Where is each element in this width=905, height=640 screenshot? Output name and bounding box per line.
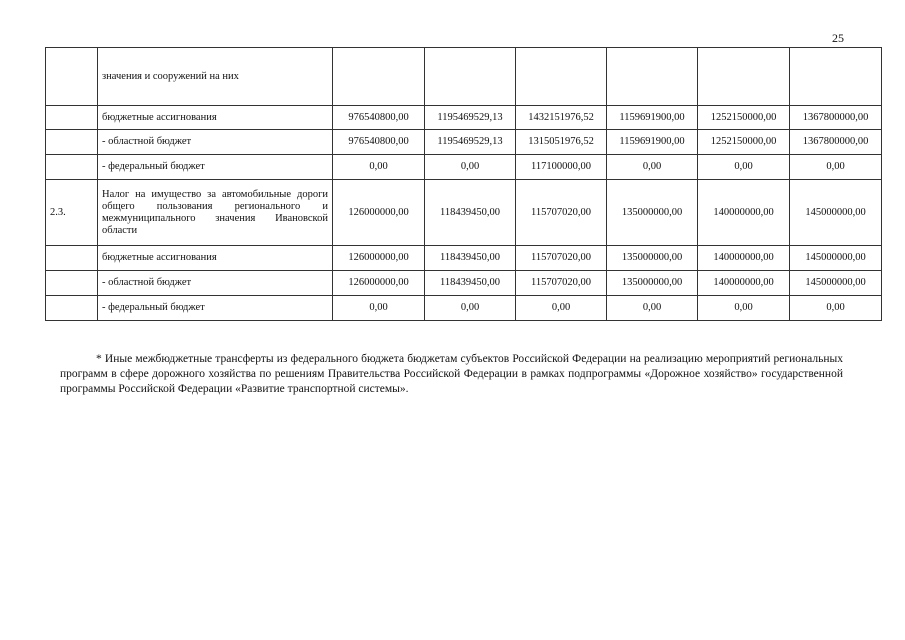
page-number: 25: [832, 31, 844, 45]
value-cell: 140000000,00: [698, 246, 790, 271]
row-label: - федеральный бюджет: [98, 296, 333, 321]
value-cell: 118439450,00: [425, 180, 516, 246]
value-cell: 1159691900,00: [607, 130, 698, 155]
value-cell: 1195469529,13: [425, 106, 516, 130]
value-cell: 135000000,00: [607, 271, 698, 296]
value-cell: 0,00: [790, 155, 882, 180]
value-cell: [333, 48, 425, 106]
value-cell: 126000000,00: [333, 180, 425, 246]
value-cell: 1367800000,00: [790, 130, 882, 155]
value-cell: 145000000,00: [790, 246, 882, 271]
budget-table: [45, 47, 882, 321]
table-row: [46, 130, 882, 155]
value-cell: [698, 48, 790, 106]
value-cell: 0,00: [333, 155, 425, 180]
value-cell: 1252150000,00: [698, 130, 790, 155]
table-row: [46, 155, 882, 180]
value-cell: 1195469529,13: [425, 130, 516, 155]
row-code: [46, 48, 98, 106]
row-label: бюджетные ассигнования: [98, 106, 333, 130]
value-cell: 0,00: [698, 155, 790, 180]
footnote: * Иные межбюджетные трансферты из федерального бюджета бюджетам субъектов Российской Федерации на реализацию мероприятий региональных программ в сфере дорожного хозяйства по решениям Правительства Российской Федерации в рамках подпрограммы «Дорожное хозяйство» государственной программы Российской Федерации «Развитие транспортной системы».: [60, 352, 843, 395]
table-row: [46, 48, 882, 106]
value-cell: 117100000,00: [516, 155, 607, 180]
value-cell: 0,00: [333, 296, 425, 321]
value-cell: 145000000,00: [790, 271, 882, 296]
table-row: [46, 296, 882, 321]
row-code: [46, 271, 98, 296]
value-cell: 118439450,00: [425, 246, 516, 271]
row-code: [46, 106, 98, 130]
value-cell: 145000000,00: [790, 180, 882, 246]
value-cell: 115707020,00: [516, 180, 607, 246]
value-cell: 1159691900,00: [607, 106, 698, 130]
value-cell: [790, 48, 882, 106]
value-cell: 0,00: [607, 155, 698, 180]
table-row: [46, 246, 882, 271]
value-cell: 115707020,00: [516, 271, 607, 296]
value-cell: 140000000,00: [698, 271, 790, 296]
value-cell: 976540800,00: [333, 130, 425, 155]
row-label: значения и сооружений на них: [98, 48, 333, 106]
row-code: [46, 246, 98, 271]
value-cell: 1367800000,00: [790, 106, 882, 130]
value-cell: 1252150000,00: [698, 106, 790, 130]
value-cell: 0,00: [607, 296, 698, 321]
value-cell: 1315051976,52: [516, 130, 607, 155]
value-cell: 126000000,00: [333, 246, 425, 271]
value-cell: 135000000,00: [607, 246, 698, 271]
row-label: - федеральный бюджет: [98, 155, 333, 180]
value-cell: 115707020,00: [516, 246, 607, 271]
row-code: [46, 155, 98, 180]
value-cell: 976540800,00: [333, 106, 425, 130]
value-cell: 135000000,00: [607, 180, 698, 246]
value-cell: 0,00: [698, 296, 790, 321]
value-cell: [425, 48, 516, 106]
table-row: [46, 180, 882, 246]
value-cell: 140000000,00: [698, 180, 790, 246]
value-cell: [607, 48, 698, 106]
value-cell: 0,00: [425, 296, 516, 321]
row-code: 2.3.: [46, 180, 98, 246]
value-cell: 118439450,00: [425, 271, 516, 296]
row-label: бюджетные ассигнования: [98, 246, 333, 271]
value-cell: 126000000,00: [333, 271, 425, 296]
value-cell: 0,00: [425, 155, 516, 180]
value-cell: [516, 48, 607, 106]
table-row: [46, 106, 882, 130]
row-label: - областной бюджет: [98, 130, 333, 155]
value-cell: 0,00: [516, 296, 607, 321]
row-code: [46, 296, 98, 321]
row-label: - областной бюджет: [98, 271, 333, 296]
row-code: [46, 130, 98, 155]
table-row: [46, 271, 882, 296]
value-cell: 0,00: [790, 296, 882, 321]
row-label: Налог на имущество за автомобильные дороги общего пользования регионального и межмуниципального значения Ивановской области: [98, 180, 333, 246]
value-cell: 1432151976,52: [516, 106, 607, 130]
